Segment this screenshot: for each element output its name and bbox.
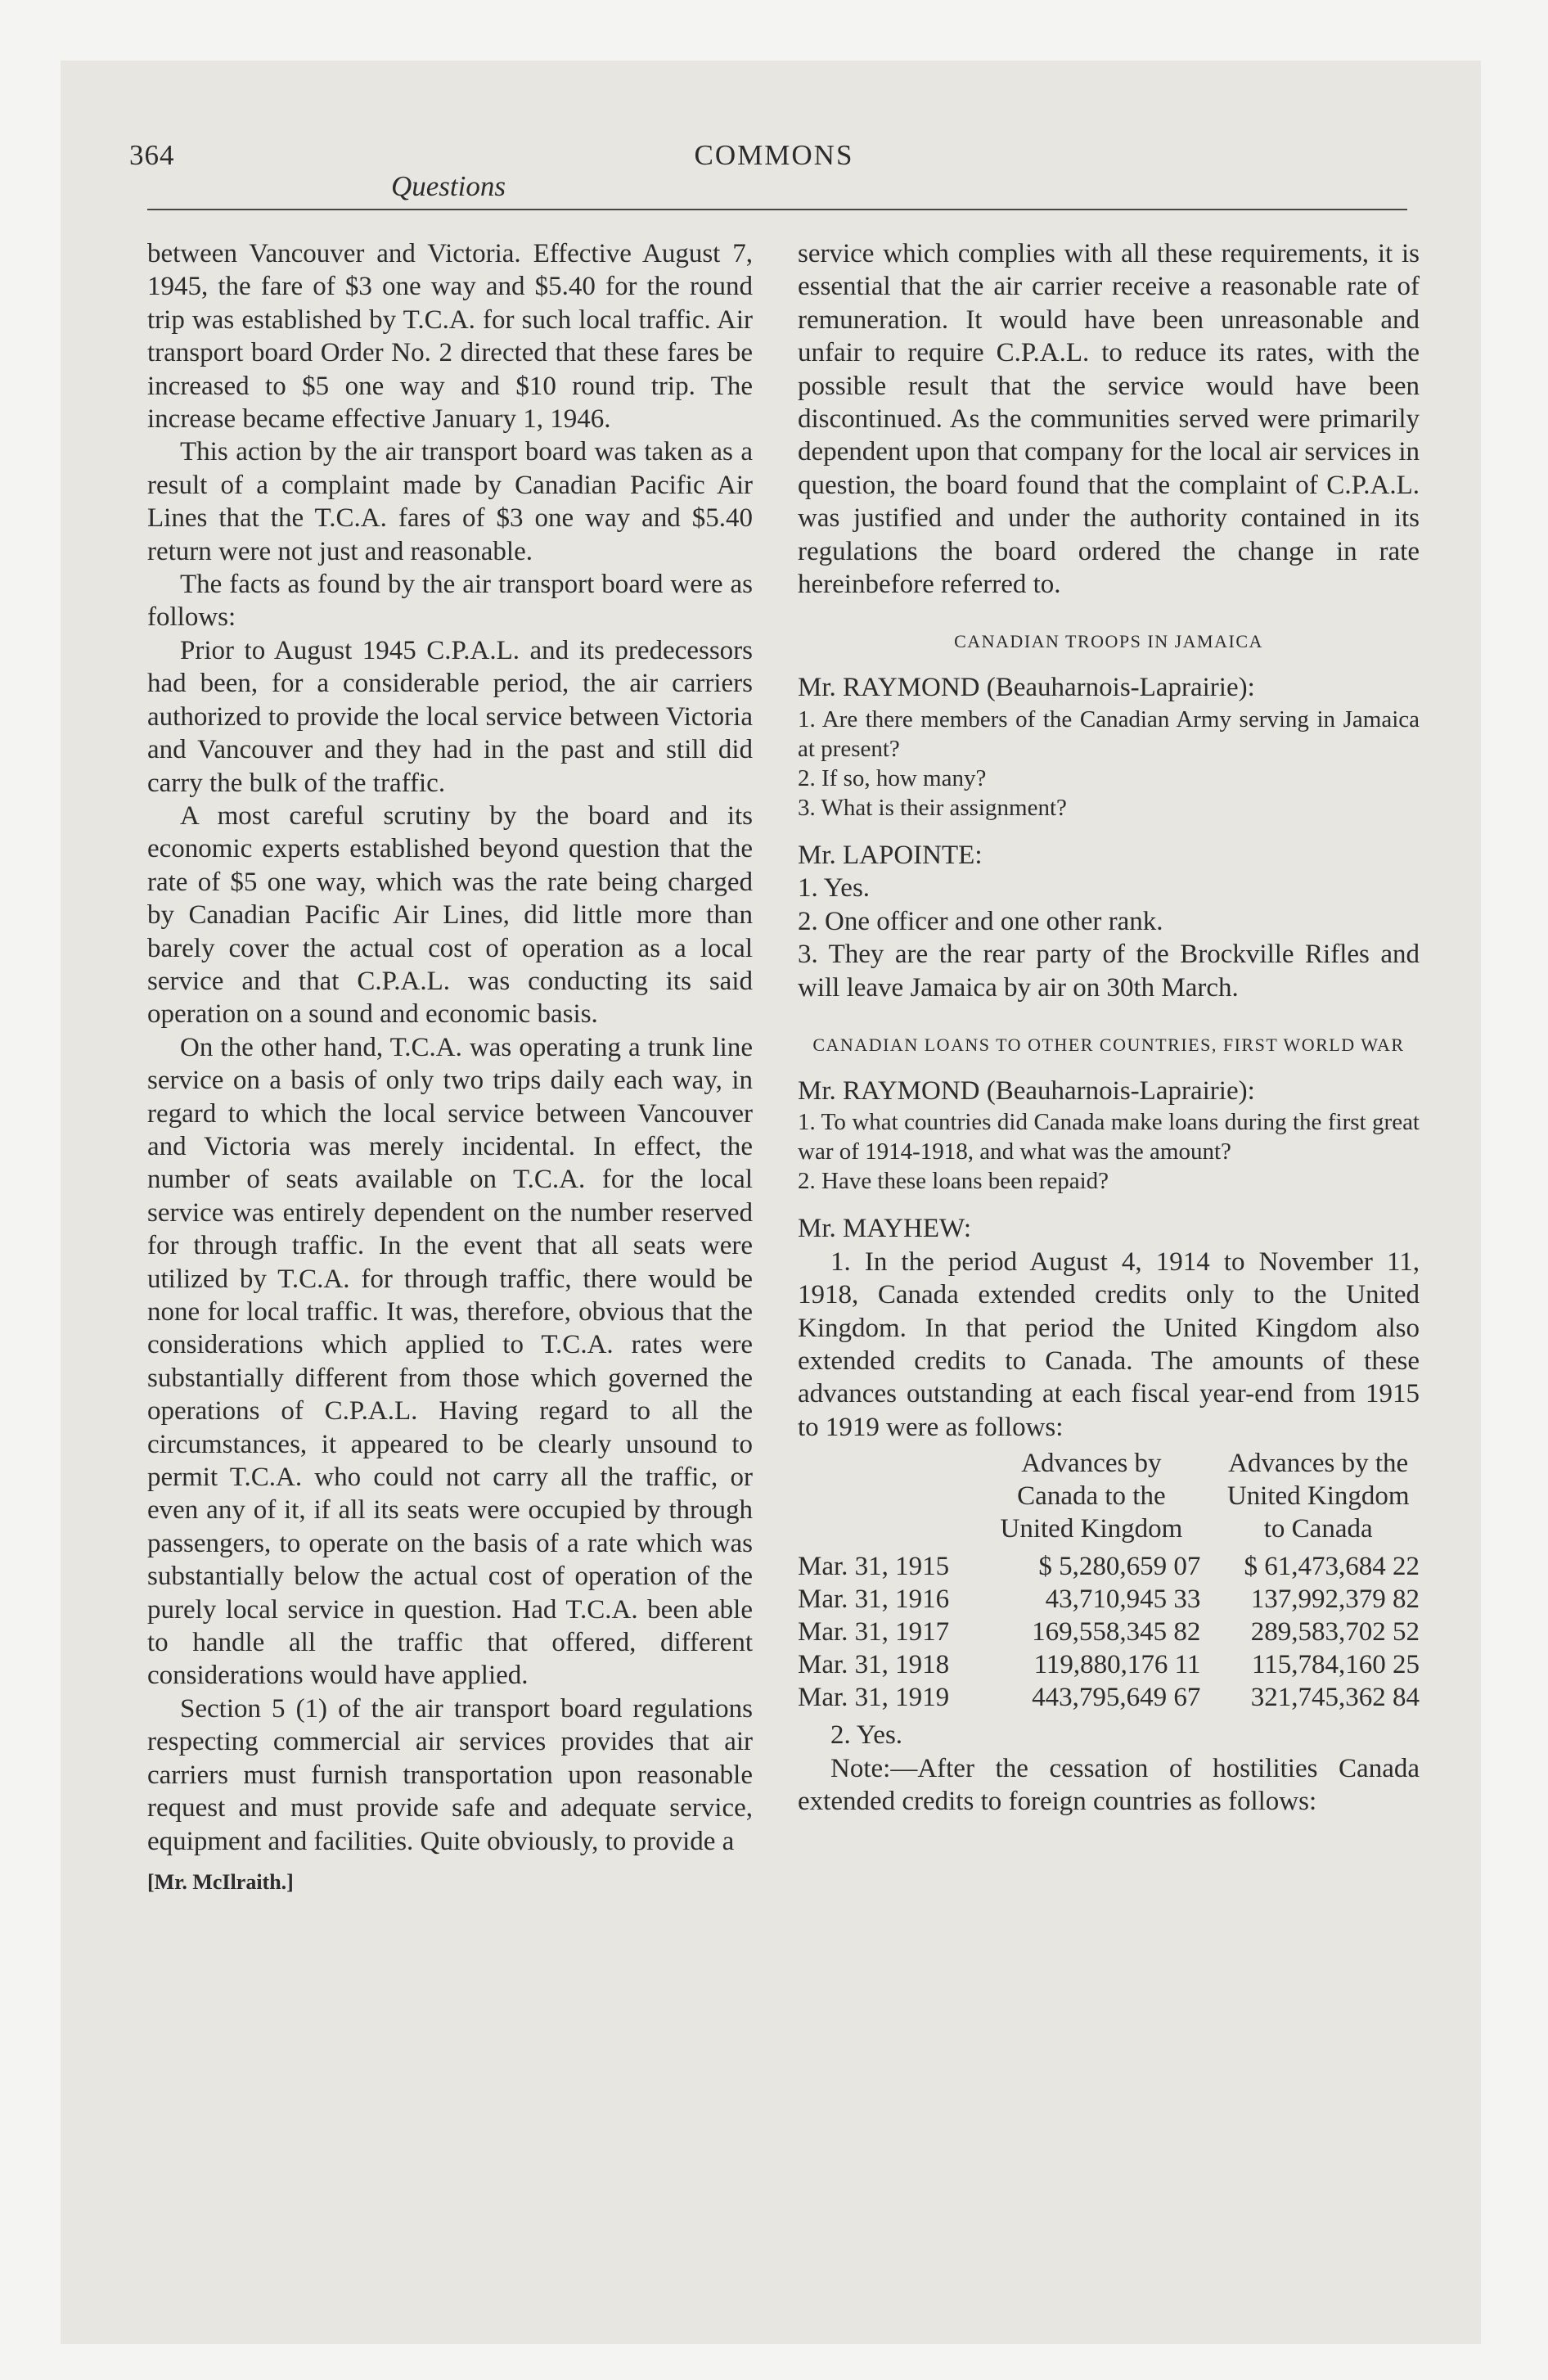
table-row: Mar. 31, 1915 $ 5,280,659 07 $ 61,473,684 22 <box>798 1552 1420 1582</box>
section-label: Questions <box>391 170 506 202</box>
answer-item: 3. They are the rear party of the Brockville Rifles and will leave Jamaica by air on 30th March. <box>798 940 1420 1003</box>
left-column <box>147 237 753 1899</box>
answer-item: 1. In the period August 4, 1914 to November 11, 1918, Canada extended credits only to the United Kingdom. In that period the United Kingdom also extended credits to Canada. The amounts of these advances outstanding at each fiscal year-end from 1915 to 1919 were as follows: <box>798 1246 1420 1442</box>
paragraph: Prior to August 1945 C.P.A.L. and its predecessors had been, for a considerable period, the air carriers authorized to provide the local service between Victoria and Vancouver and they had in the past and still did carry the bulk of the traffic. <box>147 635 753 798</box>
speaker-name: Mr. MAYHEW: <box>798 1214 972 1244</box>
table-row: Mar. 31, 1917 169,558,345 82 289,583,702 52 <box>798 1617 1420 1648</box>
question-item: 1. To what countries did Canada make loans during the first great war of 1914-1918, and what was the amount? <box>798 1109 1420 1165</box>
paragraph: A most careful scrutiny by the board and its economic experts established beyond question that the rate of $5 one way, which was the rate being charged by Canadian Pacific Air Lines, did little more than barely cover the actual cost of operation as a local service and that C.P.A.L. was conducting its said operation on a sound and economic basis. <box>147 800 753 1030</box>
answer-item: 2. Yes. <box>830 1720 903 1751</box>
paragraph: service which complies with all these requirements, it is essential that the air carrier receive a reasonable rate of remuneration. It would have been unreasonable and unfair to require C.P.A.L. to reduce its rates, with the possible result that the service would have been discontinued. As the communities served were primarily dependent upon that company for the local air services in question, the board found that the complaint of C.P.A.L. was justified and under the authority contained in its regulations the board ordered the change in rate hereinbefore referred to. <box>798 239 1420 600</box>
table-row: Mar. 31, 1919 443,795,649 67 321,745,362 84 <box>798 1683 1420 1713</box>
table-header: Advances by Canada to the United Kingdom <box>1000 1449 1183 1544</box>
speaker-name: Mr. RAYMOND (Beauharnois-Laprairie): <box>798 673 1255 703</box>
section-heading: CANADIAN LOANS TO OTHER COUNTRIES, FIRST WORLD WAR <box>812 1034 1405 1055</box>
advances-table <box>798 1447 1420 1714</box>
question-item: 2. Have these loans been repaid? <box>798 1168 1109 1195</box>
answer-item: 1. Yes. <box>798 873 871 904</box>
table-row: Mar. 31, 1916 43,710,945 33 137,992,379 82 <box>798 1584 1420 1615</box>
paragraph: This action by the air transport board was taken as a result of a complaint made by Canadian Pacific Air Lines that the T.C.A. fares of $3 one way and $5.40 return were not just and reasonable. <box>147 437 753 566</box>
page-number: 364 <box>129 139 175 171</box>
speaker-name: Mr. LAPOINTE: <box>798 840 983 870</box>
question-item: 3. What is their assignment? <box>798 794 1067 821</box>
speaker-name: Mr. RAYMOND (Beauharnois-Laprairie): <box>798 1075 1255 1106</box>
header-rule <box>147 209 1407 210</box>
paragraph: On the other hand, T.C.A. was operating a trunk line service on a basis of only two trips daily each way, in regard to which the local service between Vancouver and Victoria was merely incidental. In effect, the number of seats available on T.C.A. for the local service was entirely dependent on the number reserved for through traffic. In the event that all seats were utilized by T.C.A. for through traffic, there would be none for local traffic. It was, therefore, obvious that the considerations which applied to T.C.A. rates were substantially different from those which governed the operations of C.P.A.L. Having regard to all the circumstances, it appeared to be clearly unsound to permit T.C.A. who could not carry all the traffic, or even any of it, if all its seats were occupied by through passengers, to operate on the basis of a rate which was substantially below the actual cost of operation of the purely local service in question. Had T.C.A. been able to handle all the traffic that offered, different considerations would have applied. <box>147 1032 753 1691</box>
paragraph: Section 5 (1) of the air transport board regulations respecting commercial air services provides that air carriers must furnish transportation upon reasonable request and must provide safe and adequate service, equipment and facilities. Quite obviously, to provide a <box>147 1693 753 1856</box>
paragraph: between Vancouver and Victoria. Effective August 7, 1945, the fare of $3 one way and $5.40 for the round trip was established by T.C.A. for such local traffic. Air transport board Order No. 2 directed that these fares be increased to $5 one way and $10 round trip. The increase became effective January 1, 1946. <box>147 239 753 435</box>
question-item: 1. Are there members of the Canadian Army serving in Jamaica at present? <box>798 705 1420 762</box>
answer-item: 2. One officer and one other rank. <box>798 906 1163 936</box>
section-heading: CANADIAN TROOPS IN JAMAICA <box>954 631 1263 652</box>
table-row: Mar. 31, 1918 119,880,176 11 115,784,160 25 <box>798 1650 1420 1680</box>
table-header <box>798 1447 982 1550</box>
table-header: Advances by the United Kingdom to Canada <box>1226 1449 1410 1544</box>
paragraph: The facts as found by the air transport board were as follows: <box>147 570 753 633</box>
page-title: COMMONS <box>694 139 854 171</box>
right-column <box>798 237 1420 1818</box>
speaker-attribution: [Mr. McIlraith.] <box>147 1869 294 1894</box>
note-paragraph: Note:—After the cessation of hostilities Canada extended credits to foreign countries as follows: <box>798 1753 1420 1816</box>
question-item: 2. If so, how many? <box>798 764 987 791</box>
